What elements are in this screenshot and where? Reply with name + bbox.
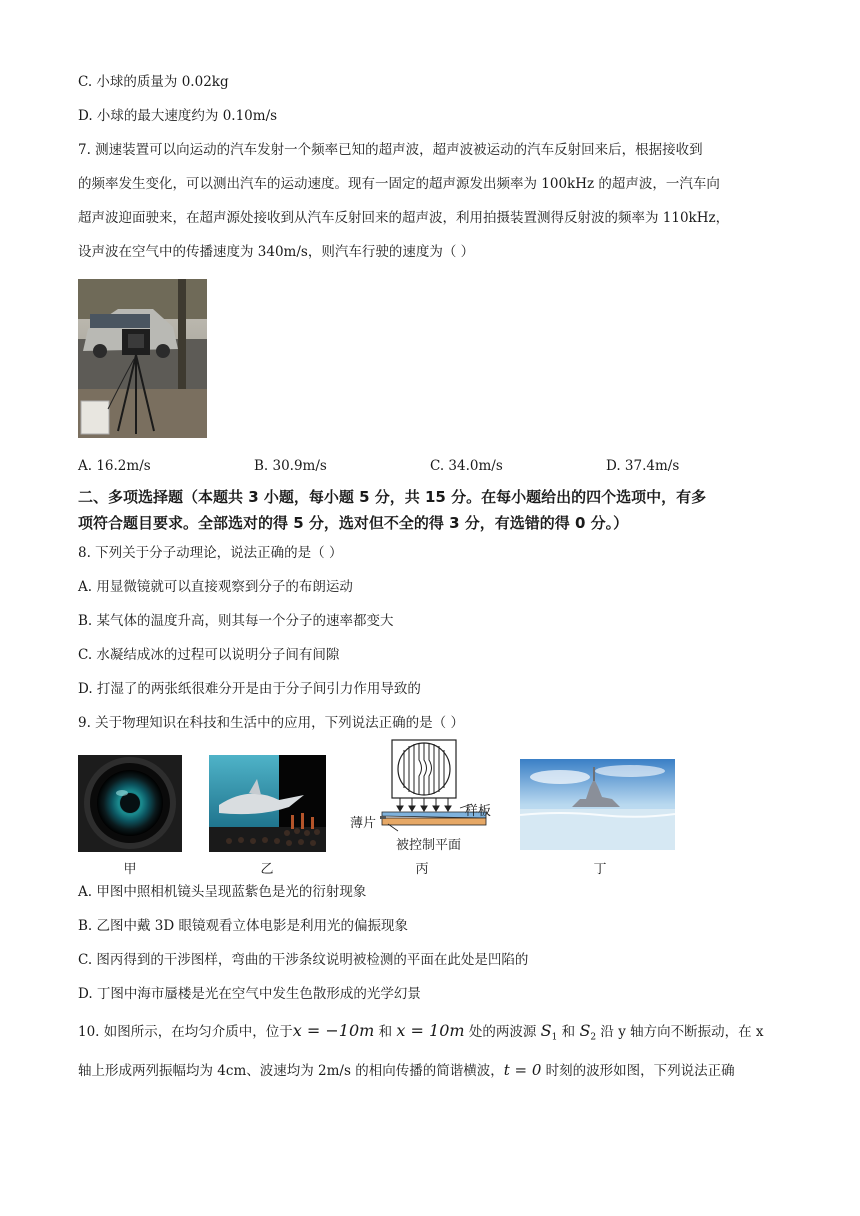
caption-jia: 甲 [123,862,137,877]
q8-option-b: B. 某气体的温度升高，则其每一个分子的速率都变大 [78,613,394,629]
q7-stem-line-3: 超声波迎面驶来，在超声源处接收到从汽车反射回来的超声波，利用拍摄装置测得反射波的频率为 110kHz， [78,210,730,226]
q10-text-4: 和 [557,1024,580,1040]
label-controlled-plane: 被控制平面 [396,838,462,853]
q10-text-2: 和 [374,1024,397,1040]
q7-option-c: C. 34.0m/s [430,458,503,474]
q7-option-d: D. 37.4m/s [606,458,680,474]
speed-device-photo [78,279,207,438]
q7-stem-line-4: 设声波在空气中的传播速度为 340m/s，则汽车行驶的速度为（ ） [78,244,475,260]
q10-s1: S [540,1021,552,1040]
q10-text-5: 沿 y 轴方向不断振动，在 x [596,1024,764,1040]
caption-yi: 乙 [260,862,274,877]
q8-option-d: D. 打湿了的两张纸很难分开是由于分子间引力作用导致的 [78,681,421,697]
q10-text-3: 处的两波源 [464,1024,541,1040]
q10-s1-sub: 1 [551,1032,558,1043]
caption-bing: 丙 [415,862,429,877]
q9-option-c: C. 图丙得到的干涉图样，弯曲的干涉条纹说明被检测的平面在此处是凹陷的 [78,952,529,968]
q10-text-1: 10. 如图所示，在均匀介质中，位于 [78,1024,293,1040]
q10-text-6: 轴上形成两列振幅均为 4cm、波速均为 2m/s 的相向传播的简谐横波， [78,1063,504,1079]
section-2-heading-line-2: 项符合题目要求。全部选对的得 5 分，选对但不全的得 3 分，有选错的得 0 分。） [78,514,629,532]
q10-s2-sub: 2 [590,1032,597,1043]
mirage-image [520,759,675,850]
q10-math-x-pos: x = 10m [396,1021,465,1040]
q10-s2: S [579,1021,591,1040]
label-sample-plate: 样板 [465,804,492,819]
q8-option-c: C. 水凝结成冰的过程可以说明分子间有间隙 [78,647,340,663]
q10-math-x-neg: x = −10m [292,1021,375,1040]
camera-lens-image [78,755,182,852]
q6-option-d: D. 小球的最大速度约为 0.10m/s [78,108,278,124]
q7-option-a: A. 16.2m/s [78,458,151,474]
3d-movie-image [209,755,326,852]
q10-math-t0: t = 0 [503,1061,542,1079]
q10-text-7: 时刻的波形如图，下列说法正确 [541,1063,735,1079]
q6-option-c: C. 小球的质量为 0.02kg [78,74,229,90]
caption-ding: 丁 [593,862,607,877]
q9-option-b: B. 乙图中戴 3D 眼镜观看立体电影是利用光的偏振现象 [78,918,408,934]
q10-stem-line-1 [78,1021,764,1048]
q9-option-a: A. 甲图中照相机镜头呈现蓝紫色是光的衍射现象 [78,884,367,900]
q9-stem: 9. 关于物理知识在科技和生活中的应用，下列说法正确的是（ ） [78,715,464,731]
q8-option-a: A. 用显微镜就可以直接观察到分子的布朗运动 [78,579,353,595]
q8-stem: 8. 下列关于分子动理论，说法正确的是（ ） [78,545,343,561]
q7-stem-line-2: 的频率发生变化，可以测出汽车的运动速度。现有一固定的超声源发出频率为 100kHz 的超声波，一汽车向 [78,176,720,192]
q7-stem-line-1: 7. 测速装置可以向运动的汽车发射一个频率已知的超声波，超声波被运动的汽车反射回来后，根据接收到 [78,142,703,158]
q9-option-d: D. 丁图中海市蜃楼是光在空气中发生色散形成的光学幻景 [78,986,421,1002]
q7-option-b: B. 30.9m/s [254,458,327,474]
q10-stem-line-2 [78,1060,735,1081]
section-2-heading-line-1: 二、多项选择题（本题共 3 小题，每小题 5 分，共 15 分。在每小题给出的四个选项中，有多 [78,488,707,506]
label-thin-sheet: 薄片 [350,816,377,831]
